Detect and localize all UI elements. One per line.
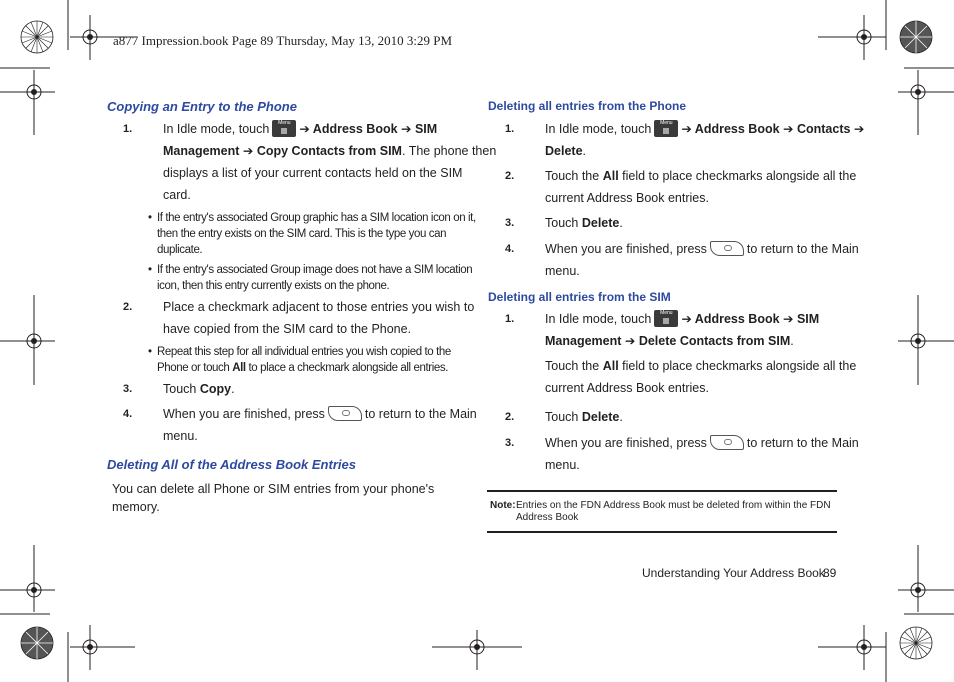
step-text: Touch	[545, 216, 582, 230]
intro-paragraph	[112, 480, 462, 516]
right-step-2	[505, 165, 857, 209]
bullet-dot: •	[148, 212, 152, 224]
step-text: Touch the	[545, 359, 603, 373]
bullet-item	[148, 210, 476, 260]
right-sim-step-3	[505, 432, 859, 476]
step-text: In Idle mode, touch	[545, 312, 652, 326]
footer-chapter-title: Understanding Your Address Book	[642, 566, 825, 580]
paragraph-text: memory.	[112, 500, 160, 514]
step-text: menu.	[545, 458, 580, 472]
step-text: menu.	[163, 429, 198, 443]
bullet-dot: •	[148, 264, 152, 276]
step-text: field to place checkmarks alongside all the	[618, 169, 857, 183]
step-text: Touch the	[545, 169, 603, 183]
step-keyword: Copy	[199, 382, 232, 396]
step-text: to return to the Main	[746, 436, 859, 450]
step-keyword: Delete	[545, 144, 583, 158]
step-text: field to place checkmarks alongside all the	[618, 359, 857, 373]
step-text: current Address Book entries.	[545, 381, 709, 395]
step-text: When you are finished, press	[163, 407, 325, 421]
step-text: When you are finished, press	[545, 242, 707, 256]
step-text: .	[790, 334, 794, 348]
left-step-2	[123, 296, 475, 340]
step-text: Touch	[545, 410, 582, 424]
step-text: . The phone then	[401, 144, 497, 158]
note-text: Entries on the FDN Address Book must be deleted from within the FDN	[516, 500, 831, 511]
step-keyword: All	[602, 359, 619, 373]
left-step-3	[123, 378, 463, 400]
step-keyword: Delete	[581, 216, 620, 230]
right-step-1	[505, 118, 865, 162]
step-number: 1.	[123, 123, 133, 135]
step-text: displays a list of your current contacts held on the SIM	[163, 166, 463, 180]
menu-key-icon	[272, 120, 296, 137]
right-sim-extra	[505, 355, 857, 399]
step-text: menu.	[545, 264, 580, 278]
right-sim-step-1	[505, 308, 845, 352]
right-step-4	[505, 238, 859, 282]
bullet-text: duplicate.	[157, 244, 203, 256]
step-text: .	[231, 382, 235, 396]
bullet-item	[148, 344, 463, 378]
print-slug: a877 Impression.book Page 89 Thursday, May 13, 2010 3:29 PM	[113, 33, 453, 48]
step-keyword: Delete	[581, 410, 620, 424]
step-text: .	[582, 144, 587, 158]
left-step-4	[123, 403, 477, 447]
right-step-3	[505, 212, 845, 234]
step-path: ➔ Address Book ➔ SIM	[299, 122, 438, 136]
right-sim-step-2	[505, 406, 845, 428]
menu-key-icon	[654, 310, 678, 327]
bullet-text: to place a checkmark alongside all entries.	[245, 362, 448, 374]
step-path: Management ➔ Copy Contacts from SIM	[163, 144, 402, 158]
step-path: Management ➔ Delete Contacts from SIM	[545, 334, 791, 348]
step-text: In Idle mode, touch	[163, 122, 270, 136]
section-title-delete-sim: Deleting all entries from the SIM	[488, 290, 671, 304]
step-text: Touch	[163, 382, 200, 396]
step-number: 2.	[505, 411, 515, 423]
step-text: In Idle mode, touch	[545, 122, 652, 136]
step-number: 2.	[505, 170, 515, 182]
step-text: to return to the Main	[364, 407, 477, 421]
step-path: ➔ Address Book ➔ SIM	[681, 312, 820, 326]
step-number: 3.	[505, 217, 515, 229]
end-key-icon	[328, 406, 362, 421]
section-title-copying: Copying an Entry to the Phone	[107, 99, 297, 114]
end-key-icon	[710, 435, 744, 450]
menu-key-icon	[654, 120, 678, 137]
bullet-keyword: All	[232, 362, 246, 374]
step-path: ➔ Address Book ➔ Contacts ➔	[681, 122, 865, 136]
paragraph-text: You can delete all Phone or SIM entries from your phone's	[112, 482, 435, 496]
step-text: to return to the Main	[746, 242, 859, 256]
step-text: .	[619, 216, 623, 230]
bullet-text: then the entry exists on the SIM card. This is the type you can	[157, 228, 447, 240]
step-number: 1.	[505, 313, 515, 325]
step-number: 4.	[123, 408, 133, 420]
bullet-text: If the entry's associated Group image does not have a SIM location	[157, 264, 473, 276]
step-text: When you are finished, press	[545, 436, 707, 450]
bullet-text: If the entry's associated Group graphic has a SIM location icon on it,	[157, 212, 476, 224]
step-number: 4.	[505, 243, 515, 255]
section-title-deleting-all: Deleting All of the Address Book Entries	[107, 457, 356, 472]
step-number: 2.	[123, 301, 133, 313]
step-number: 3.	[123, 383, 133, 395]
section-title-delete-phone: Deleting all entries from the Phone	[488, 99, 687, 113]
step-number: 3.	[505, 437, 515, 449]
step-text: .	[619, 410, 623, 424]
step-number: 1.	[505, 123, 515, 135]
step-text: Place a checkmark adjacent to those entries you wish to	[163, 300, 475, 314]
bullet-text: Phone or touch	[157, 362, 233, 374]
step-text: current Address Book entries.	[545, 191, 709, 205]
note-label: Note:	[490, 500, 516, 511]
bullet-dot: •	[148, 346, 152, 358]
left-step-1	[123, 118, 497, 208]
end-key-icon	[710, 241, 744, 256]
step-keyword: All	[602, 169, 619, 183]
step-text: have copied from the SIM card to the Phone.	[163, 322, 412, 336]
bullet-text: icon, then this entry currently exists on the phone.	[157, 280, 390, 292]
note-box	[487, 490, 837, 533]
bullet-item	[148, 262, 473, 296]
bullet-text: Repeat this step for all individual entries you wish copied to the	[157, 346, 451, 358]
page-number: 89	[823, 566, 837, 580]
note-text: Address Book	[516, 512, 579, 523]
step-text: card.	[163, 188, 191, 202]
